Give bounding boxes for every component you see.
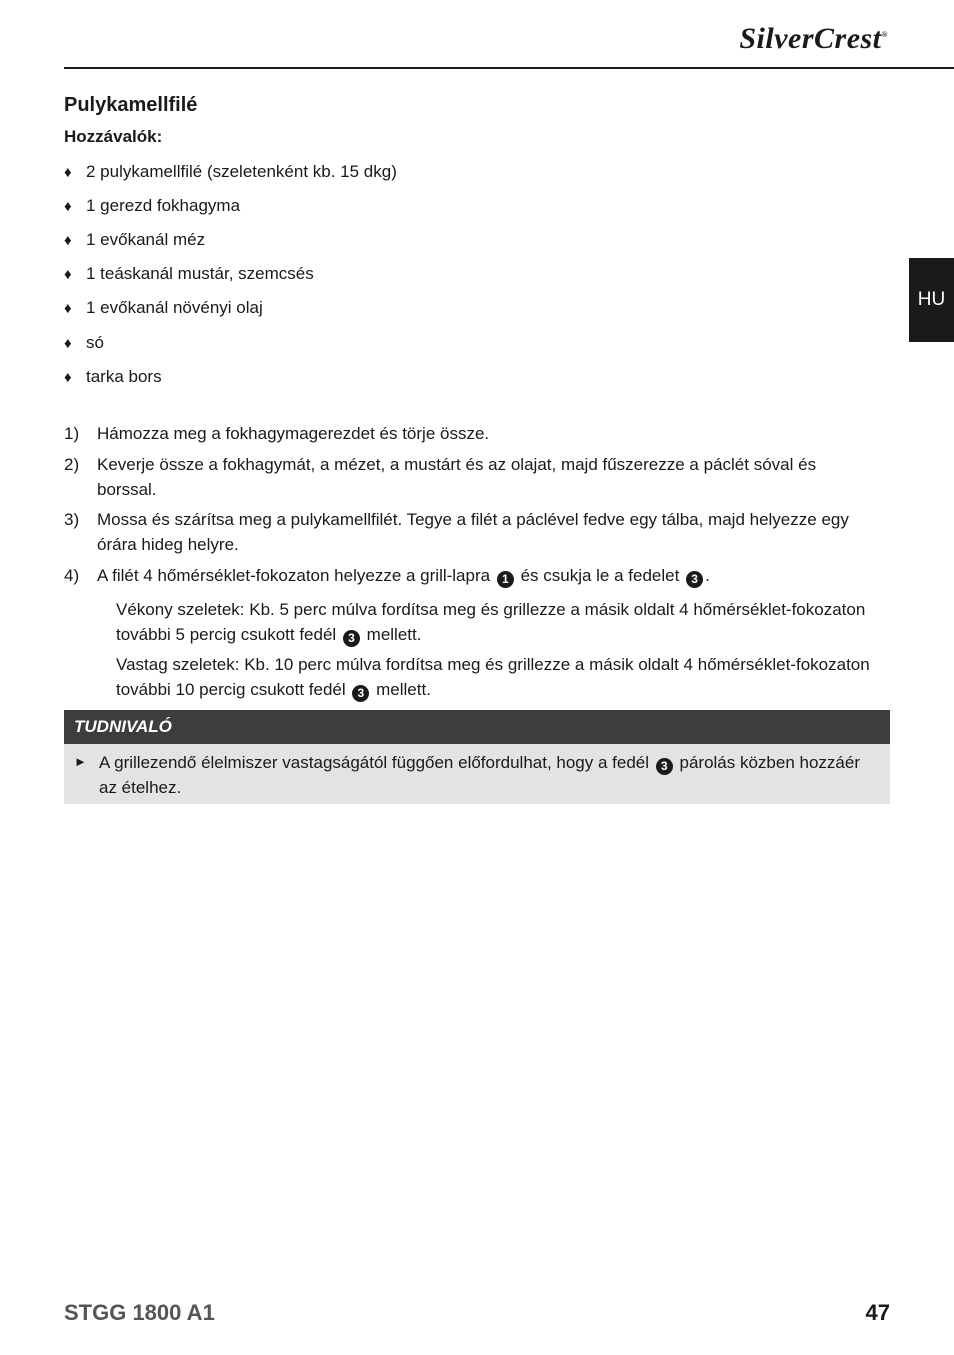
part-reference-badge: 3 <box>343 630 360 647</box>
part-reference-badge: 3 <box>656 758 673 775</box>
note-body <box>64 744 890 804</box>
ingredient-item: ♦ 2 pulykamellfilé (szeletenként kb. 15 dkg) <box>64 162 397 181</box>
diamond-bullet-icon: ♦ <box>64 164 72 181</box>
step-detail: Vékony szeletek: Kb. 5 perc múlva fordítsa meg és grillezze a másik oldalt 4 hőmérséklet-fokozaton további 5 percig csukott fedél 3 mellett. <box>116 600 866 645</box>
instruction-step: 3) Mossa és szárítsa meg a pulykamellfilét. Tegye a filét a páclével fedve egy tálba, majd helyezze egy órára hideg helyre. <box>64 510 849 554</box>
language-tab: HU <box>909 258 954 342</box>
diamond-bullet-icon: ♦ <box>64 369 72 386</box>
part-reference-badge: 3 <box>352 685 369 702</box>
brand-logo: SilverCrest® <box>739 22 888 55</box>
instruction-step: 2) Keverje össze a fokhagymát, a mézet, a mustárt és az olajat, majd fűszerezze a páclét sóval és borssal. <box>64 455 817 499</box>
note-text: A grillezendő élelmiszer vastagságától függően előfordulhat, hogy a fedél 3 párolás közben hozzáér az ételhez. <box>99 753 861 797</box>
ingredient-item: ♦ 1 teáskanál mustár, szemcsés <box>64 264 314 283</box>
arrow-right-icon: ► <box>74 754 87 769</box>
instruction-step: 1) Hámozza meg a fokhagymagerezdet és törje össze. <box>64 424 490 443</box>
ingredient-item: ♦ 1 gerezd fokhagyma <box>64 196 241 215</box>
diamond-bullet-icon: ♦ <box>64 300 72 317</box>
header-rule <box>64 67 954 69</box>
page-number: 47 <box>865 1300 890 1325</box>
recipe-title: Pulykamellfilé <box>64 94 198 116</box>
instruction-step: 4) A filét 4 hőmérséklet-fokozaton helyezze a grill-lapra 1 és csukja le a fedelet 3 . <box>64 566 710 586</box>
part-reference-badge: 1 <box>497 571 514 588</box>
note-title: TUDNIVALÓ <box>74 717 172 736</box>
diamond-bullet-icon: ♦ <box>64 335 72 352</box>
ingredient-item: ♦ só <box>64 333 104 352</box>
ingredient-item: ♦ 1 evőkanál növényi olaj <box>64 298 263 317</box>
diamond-bullet-icon: ♦ <box>64 232 72 249</box>
note-header <box>64 710 890 744</box>
part-reference-badge: 3 <box>686 571 703 588</box>
footer-model: STGG 1800 A1 <box>64 1300 215 1325</box>
ingredient-item: ♦ 1 evőkanál méz <box>64 230 206 249</box>
ingredients-heading: Hozzávalók: <box>64 127 163 146</box>
diamond-bullet-icon: ♦ <box>64 266 72 283</box>
ingredient-item: ♦ tarka bors <box>64 367 162 386</box>
step-detail: Vastag szeletek: Kb. 10 perc múlva fordítsa meg és grillezze a másik oldalt 4 hőmérséklet-fokozaton további 10 percig csukott fedél 3 mellett. <box>116 655 870 700</box>
diamond-bullet-icon: ♦ <box>64 198 72 215</box>
